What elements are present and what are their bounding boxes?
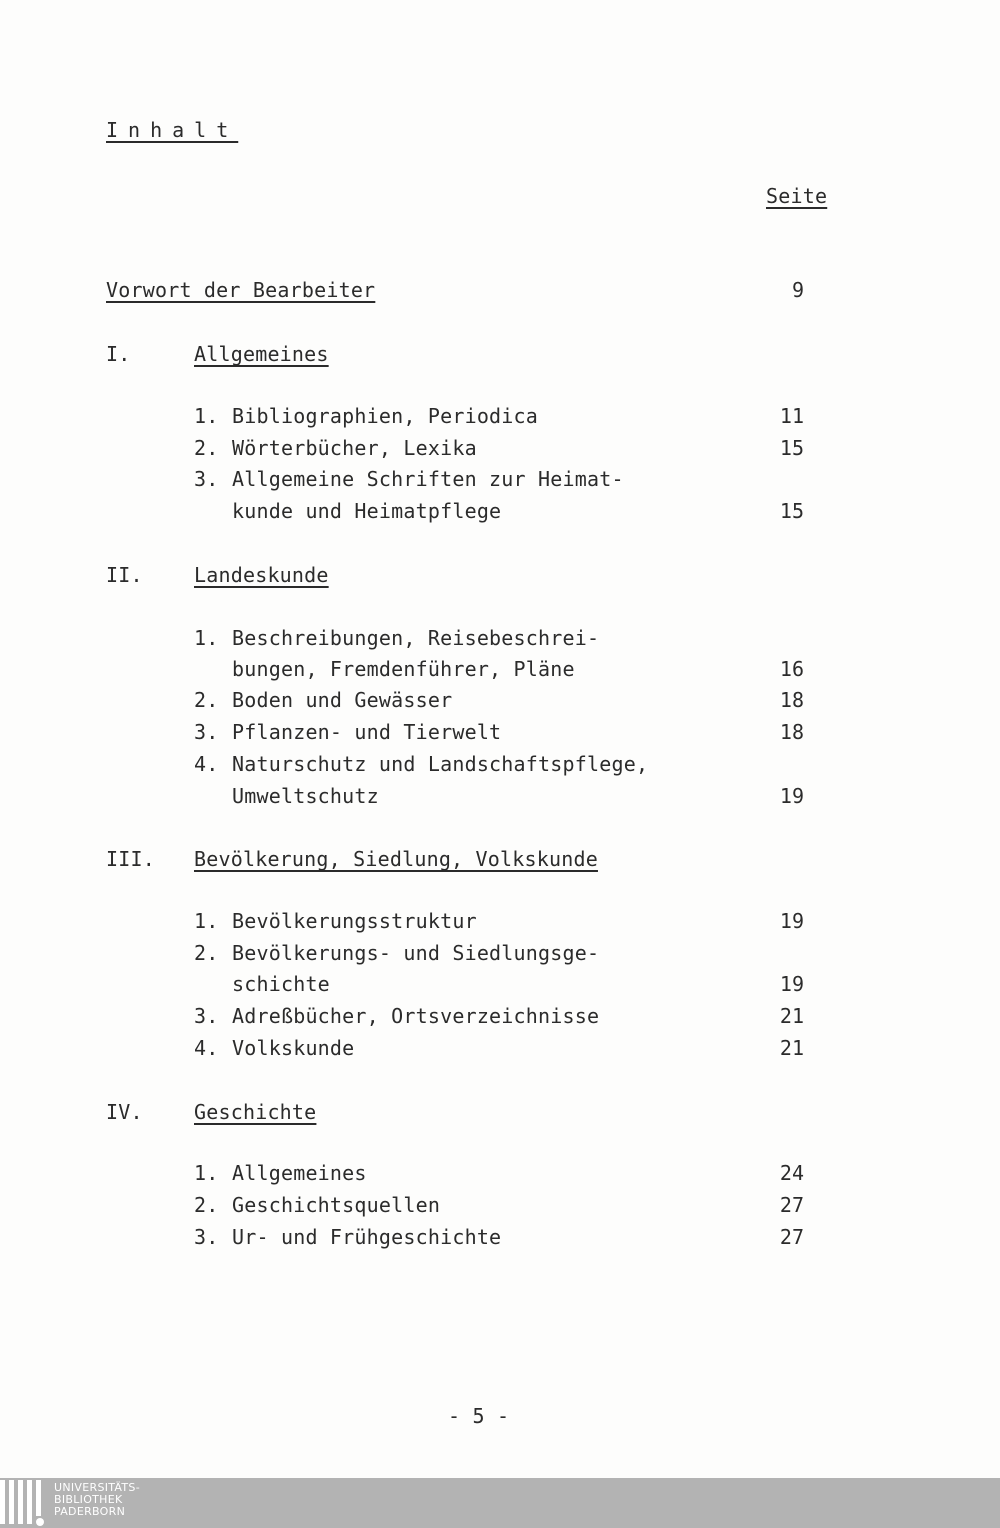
entry-title-continuation: kunde und Heimatpflege xyxy=(232,499,502,523)
entry-title: Bevölkerungs- und Siedlungsge- xyxy=(232,941,600,965)
entry-title: Beschreibungen, Reisebeschrei- xyxy=(232,626,600,650)
logo-line: UNIVERSITÄTS- xyxy=(54,1481,140,1494)
entry-number: 2. xyxy=(194,436,219,460)
entry-title-continuation: schichte xyxy=(232,972,330,996)
preface-label: Vorwort der Bearbeiter xyxy=(106,278,376,302)
entry-number: 3. xyxy=(194,1004,219,1028)
entry-number: 1. xyxy=(194,909,219,933)
section-title: Allgemeines xyxy=(194,342,329,366)
entry-title: Adreßbücher, Ortsverzeichnisse xyxy=(232,1004,600,1028)
entry-title: Pflanzen- und Tierwelt xyxy=(232,720,502,744)
entry-title-continuation: Umweltschutz xyxy=(232,784,379,808)
entry-number: 2. xyxy=(194,688,219,712)
entry-number: 1. xyxy=(194,404,219,428)
entry-number: 4. xyxy=(194,1036,219,1060)
entry-number: 1. xyxy=(194,626,219,650)
entry-title-continuation: bungen, Fremdenführer, Pläne xyxy=(232,657,575,681)
section-numeral: I. xyxy=(106,342,131,366)
entry-page: 27 xyxy=(779,1193,804,1217)
entry-page: 19 xyxy=(779,784,804,808)
entry-page: 19 xyxy=(779,972,804,996)
entry-number: 3. xyxy=(194,720,219,744)
entry-page: 15 xyxy=(779,499,804,523)
section-title: Geschichte xyxy=(194,1100,317,1124)
entry-page: 18 xyxy=(779,688,804,712)
entry-title: Volkskunde xyxy=(232,1036,355,1060)
entry-page: 11 xyxy=(779,404,804,428)
entry-number: 1. xyxy=(194,1161,219,1185)
logo-line: PADERBORN xyxy=(54,1505,126,1518)
entry-page: 18 xyxy=(779,720,804,744)
section-numeral: III. xyxy=(106,847,155,871)
logo-line: BIBLIOTHEK xyxy=(54,1493,123,1506)
entry-page: 27 xyxy=(779,1225,804,1249)
entry-title: Allgemeine Schriften zur Heimat- xyxy=(232,467,624,491)
toc-heading: Inhalt xyxy=(106,118,239,142)
section-title: Bevölkerung, Siedlung, Volkskunde xyxy=(194,847,598,871)
section-title: Landeskunde xyxy=(194,563,329,587)
section-numeral: II. xyxy=(106,563,143,587)
entry-number: 3. xyxy=(194,1225,219,1249)
entry-number: 4. xyxy=(194,752,219,776)
entry-page: 21 xyxy=(779,1036,804,1060)
entry-title: Wörterbücher, Lexika xyxy=(232,436,477,460)
entry-number: 2. xyxy=(194,1193,219,1217)
entry-title: Naturschutz und Landschaftspflege, xyxy=(232,752,649,776)
logo-dot-icon xyxy=(36,1518,44,1526)
entry-page: 19 xyxy=(779,909,804,933)
entry-title: Geschichtsquellen xyxy=(232,1193,441,1217)
library-footer-bar xyxy=(0,1478,1000,1528)
entry-number: 2. xyxy=(194,941,219,965)
section-numeral: IV. xyxy=(106,1100,143,1124)
entry-title: Allgemeines xyxy=(232,1161,367,1185)
entry-title: Bibliographien, Periodica xyxy=(232,404,539,428)
page-column-header: Seite xyxy=(766,184,828,208)
preface-page: 9 xyxy=(791,278,804,302)
entry-number: 3. xyxy=(194,467,219,491)
library-logo-text xyxy=(54,1482,140,1518)
entry-title: Ur- und Frühgeschichte xyxy=(232,1225,502,1249)
entry-page: 15 xyxy=(779,436,804,460)
page-number: - 5 - xyxy=(448,1404,510,1428)
entry-page: 21 xyxy=(779,1004,804,1028)
entry-page: 24 xyxy=(779,1161,804,1185)
entry-page: 16 xyxy=(779,657,804,681)
entry-title: Boden und Gewässer xyxy=(232,688,453,712)
entry-title: Bevölkerungsstruktur xyxy=(232,909,477,933)
